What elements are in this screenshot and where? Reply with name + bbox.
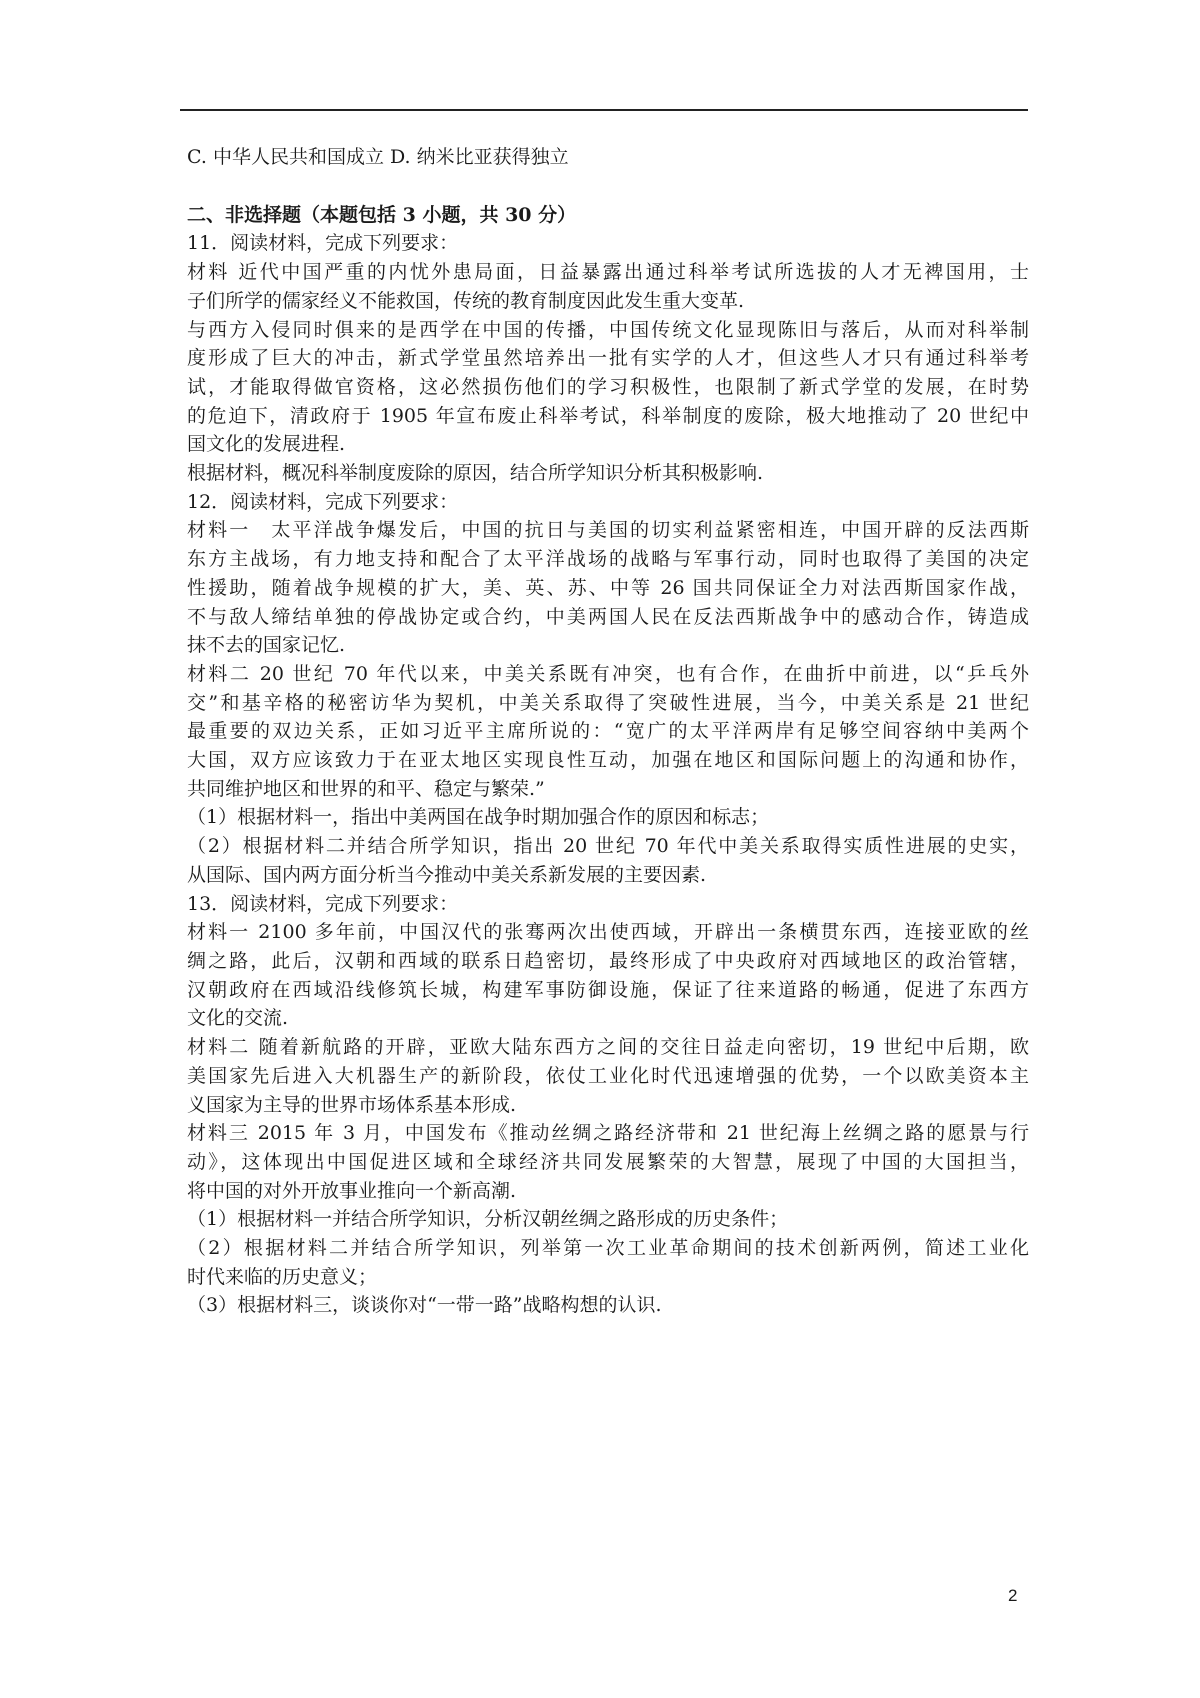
text-line: 材料一 2100 多年前，中国汉代的张骞两次出使西域，开辟出一条横贯东西，连接亚欧的丝 — [187, 921, 1029, 944]
text-line: 最重要的双边关系，正如习近平主席所说的：“宽广的太平洋两岸有足够空间容纳中美两个 — [187, 720, 1029, 743]
text-line: 共同维护地区和世界的和平、稳定与繁荣.” — [187, 777, 545, 800]
text-line: 绸之路，此后，汉朝和西域的联系日趋密切，最终形成了中央政府对西域地区的政治管辖， — [187, 949, 1029, 972]
text-line: 子们所学的儒家经义不能救国，传统的教育制度因此发生重大变革. — [187, 289, 745, 312]
document-body — [187, 143, 1029, 1320]
text-line: 根据材料，概况科举制度废除的原因，结合所学知识分析其积极影响. — [187, 462, 764, 485]
text-line: 材料二 20 世纪 70 年代以来，中美关系既有冲突，也有合作，在曲折中前进，以“乒乓外 — [187, 662, 1029, 685]
text-line: 与西方入侵同时俱来的是西学在中国的传播，中国传统文化显现陈旧与落后，从而对科举制 — [187, 318, 1029, 341]
text-line: 文化的交流. — [187, 1007, 289, 1030]
page-number: 2 — [1008, 1586, 1018, 1605]
text-line: 时代来临的历史意义； — [187, 1265, 378, 1288]
question-text — [187, 229, 1029, 1320]
text-line: 试，才能取得做官资格，这必然损伤他们的学习积极性，也限制了新式学堂的发展，在时势 — [187, 375, 1029, 398]
header-rule — [180, 109, 1028, 111]
text-line: 国文化的发展进程. — [187, 433, 346, 456]
text-line: 材料 近代中国严重的内忧外患局面，日益暴露出通过科举考试所选拔的人才无裨国用，士 — [187, 261, 1029, 284]
text-line: 大国，双方应该致力于在亚太地区实现良性互动，加强在地区和国际问题上的沟通和协作， — [187, 749, 1029, 772]
text-line: （1）根据材料一并结合所学知识，分析汉朝丝绸之路形成的历史条件； — [187, 1208, 789, 1231]
text-line: （2）根据材料二并结合所学知识，指出 20 世纪 70 年代中美关系取得实质性进展的史实， — [187, 835, 1029, 858]
text-line: 交”和基辛格的秘密访华为契机，中美关系取得了突破性进展，当今，中美关系是 21 世纪 — [187, 691, 1029, 714]
text-line: 汉朝政府在西域沿线修筑长城，构建军事防御设施，保证了往来道路的畅通，促进了东西方 — [187, 978, 1029, 1001]
paragraph-gap — [187, 172, 1029, 201]
text-line: 义国家为主导的世界市场体系基本形成. — [187, 1093, 517, 1116]
text-line: 从国际、国内两方面分析当今推动中美关系新发展的主要因素. — [187, 863, 707, 886]
text-line: 度形成了巨大的冲击，新式学堂虽然培养出一批有实学的人才，但这些人才只有通过科举考 — [187, 347, 1029, 370]
text-line: 抹不去的国家记忆. — [187, 634, 346, 657]
text-line: 东方主战场，有力地支持和配合了太平洋战场的战略与军事行动，同时也取得了美国的决定 — [187, 548, 1029, 571]
text-line: 材料一 太平洋战争爆发后，中国的抗日与美国的切实利益紧密相连，中国开辟的反法西斯 — [187, 519, 1029, 542]
text-line: 美国家先后进入大机器生产的新阶段，依仗工业化时代迅速增强的优势，一个以欧美资本主 — [187, 1064, 1029, 1087]
section-heading: 二、非选择题（本题包括 3 小题，共 30 分） — [187, 203, 577, 226]
text-line: 性援助，随着战争规模的扩大，美、英、苏、中等 26 国共同保证全力对法西斯国家作战， — [187, 576, 1029, 599]
text-line: 材料二 随着新航路的开辟，亚欧大陆东西方之间的交往日益走向密切，19 世纪中后期，欧 — [187, 1036, 1029, 1059]
text-line: 11．阅读材料，完成下列要求： — [187, 232, 459, 255]
text-line: 的危迫下，清政府于 1905 年宣布废止科举考试，科举制度的废除，极大地推动了 20 世纪中 — [187, 404, 1029, 427]
text-line: 不与敌人缔结单独的停战协定或合约，中美两国人民在反法西斯战争中的感动合作，铸造成 — [187, 605, 1029, 628]
text-line: 13．阅读材料，完成下列要求： — [187, 892, 459, 915]
text-line: （3）根据材料三，谈谈你对“一带一路”战略构想的认识. — [187, 1294, 662, 1317]
text-line: 动》，这体现出中国促进区域和全球经济共同发展繁荣的大智慧，展现了中国的大国担当， — [187, 1150, 1029, 1173]
text-line: 将中国的对外开放事业推向一个新高潮. — [187, 1179, 517, 1202]
text-line: 材料三 2015 年 3 月，中国发布《推动丝绸之路经济带和 21 世纪海上丝绸之路的愿景与行 — [187, 1122, 1029, 1145]
text-line: （1）根据材料一，指出中美两国在战争时期加强合作的原因和标志； — [187, 806, 770, 829]
text-line: （2）根据材料二并结合所学知识，列举第一次工业革命期间的技术创新两例，简述工业化 — [187, 1237, 1029, 1260]
option-line-cd: C. 中华人民共和国成立 D. 纳米比亚获得独立 — [187, 146, 569, 168]
text-line: 12．阅读材料，完成下列要求： — [187, 490, 459, 513]
